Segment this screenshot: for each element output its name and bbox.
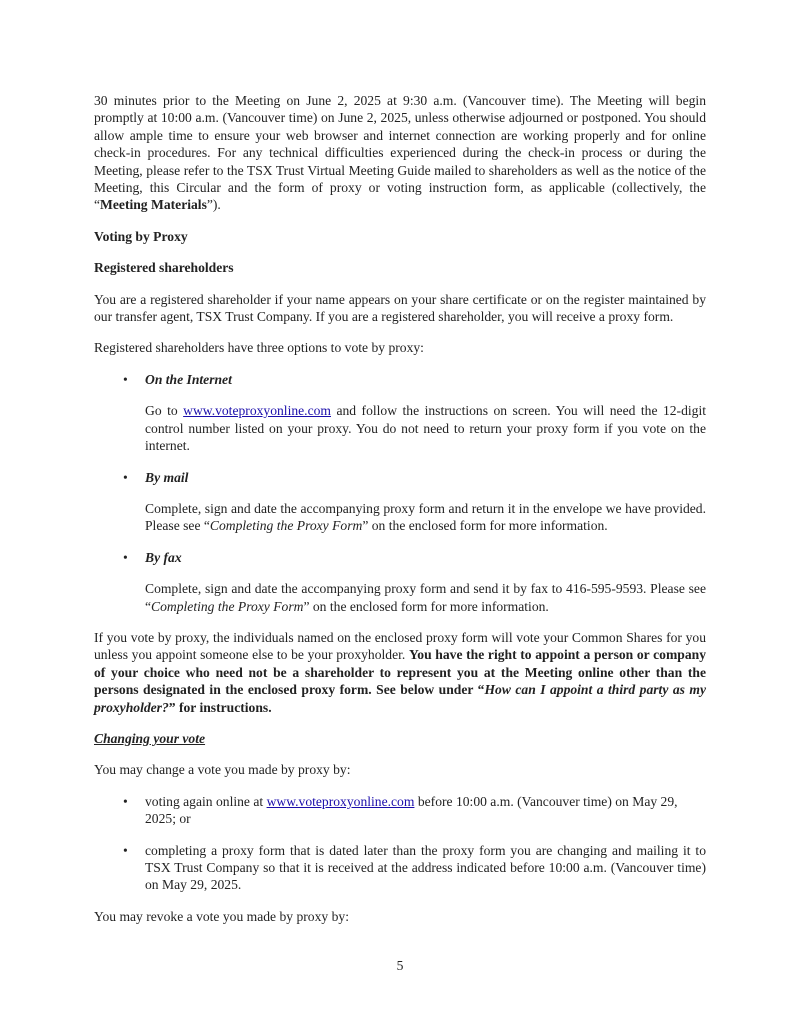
voteproxyonline-link[interactable]: www.voteproxyonline.com [183, 403, 331, 419]
intro-text: 30 minutes prior to the Meeting on June 2, 2025 at 9:30 a.m. (Vancouver time). The Meeting will begin promptly at 10:00 a.m. (Vancouver time) on June 2, 2025, unless otherwise adjourned or postponed. You should allow ample time to ensure your web browser and internet connection are working properly and for online check-in procedures. For any technical difficulties experienced during the check-in process or during the Meeting, please refer to the TSX Trust Virtual Meeting Guide mailed to shareholders as well as the notice of the Meeting, this Circular and the form of proxy or voting instruction form, as applicable (collectively, the “ [94, 93, 706, 213]
option-internet [94, 371, 706, 455]
changing-intro: You may change a vote you made by proxy by: [94, 762, 351, 778]
changing-item-mail: • completing a proxy form that is dated later than the proxy form you are changing and mailing it to TSX Trust Company so that it is received at the address indicated before 10:00 a.m. (Vancouver time) on May 29, 2025. [123, 842, 706, 893]
option-title: By mail [145, 469, 189, 485]
bullet-icon: • [123, 469, 128, 485]
bullet-icon: • [123, 371, 128, 387]
options-intro: Registered shareholders have three options to vote by proxy: [94, 340, 424, 356]
intro-text-end: ”). [206, 197, 221, 213]
option-title: By fax [145, 549, 182, 565]
registered-paragraph: You are a registered shareholder if your name appears on your share certificate or on the register maintained by our transfer agent, TSX Trust Company. If you are a registered shareholder, you will receive a proxy form. [94, 291, 706, 325]
intro-paragraph [94, 92, 706, 214]
voting-by-proxy-heading: Voting by Proxy [94, 228, 188, 244]
page-content [94, 92, 706, 939]
option-title: On the Internet [145, 371, 232, 387]
option-body: Go to www.voteproxyonline.com and follow the instructions on screen. You will need the 12-digit control number listed on your proxy. You do not need to return your proxy form if you vote on the internet. [145, 403, 706, 454]
bullet-icon: • [123, 549, 128, 565]
option-body: Complete, sign and date the accompanying proxy form and return it in the envelope we have provided. Please see “Completing the Proxy Form” on the enclosed form for more information. [145, 500, 706, 534]
option-body: Complete, sign and date the accompanying proxy form and send it by fax to 416-595-9593. Please see “Completing the Proxy Form” on the enclosed form for more information. [145, 581, 706, 614]
bullet-icon: • [123, 842, 128, 858]
registered-shareholders-heading: Registered shareholders [94, 260, 234, 276]
option-mail [94, 469, 706, 535]
page-number: 5 [396, 958, 404, 973]
option-fax [94, 549, 706, 615]
voteproxyonline-link[interactable]: www.voteproxyonline.com [266, 793, 415, 809]
proxyholder-paragraph: If you vote by proxy, the individuals named on the enclosed proxy form will vote your Common Shares for you unless you appoint someone else to be your proxyholder. You have the right to appoint a person or company of your choice who need not be a shareholder to represent you at the Meeting online other than the persons designated in the enclosed proxy form. See below under “How can I appoint a third party as my proxyholder?” for instructions. [94, 629, 707, 715]
meeting-materials-term: Meeting Materials [100, 197, 207, 213]
changing-vote-heading: Changing your vote [94, 730, 206, 746]
revoke-intro: You may revoke a vote you made by proxy by: [94, 908, 349, 924]
bullet-icon: • [123, 793, 128, 809]
changing-item-online: • voting again online at www.voteproxyonline.com before 10:00 a.m. (Vancouver time) on May 29, 2025; or [123, 793, 678, 827]
